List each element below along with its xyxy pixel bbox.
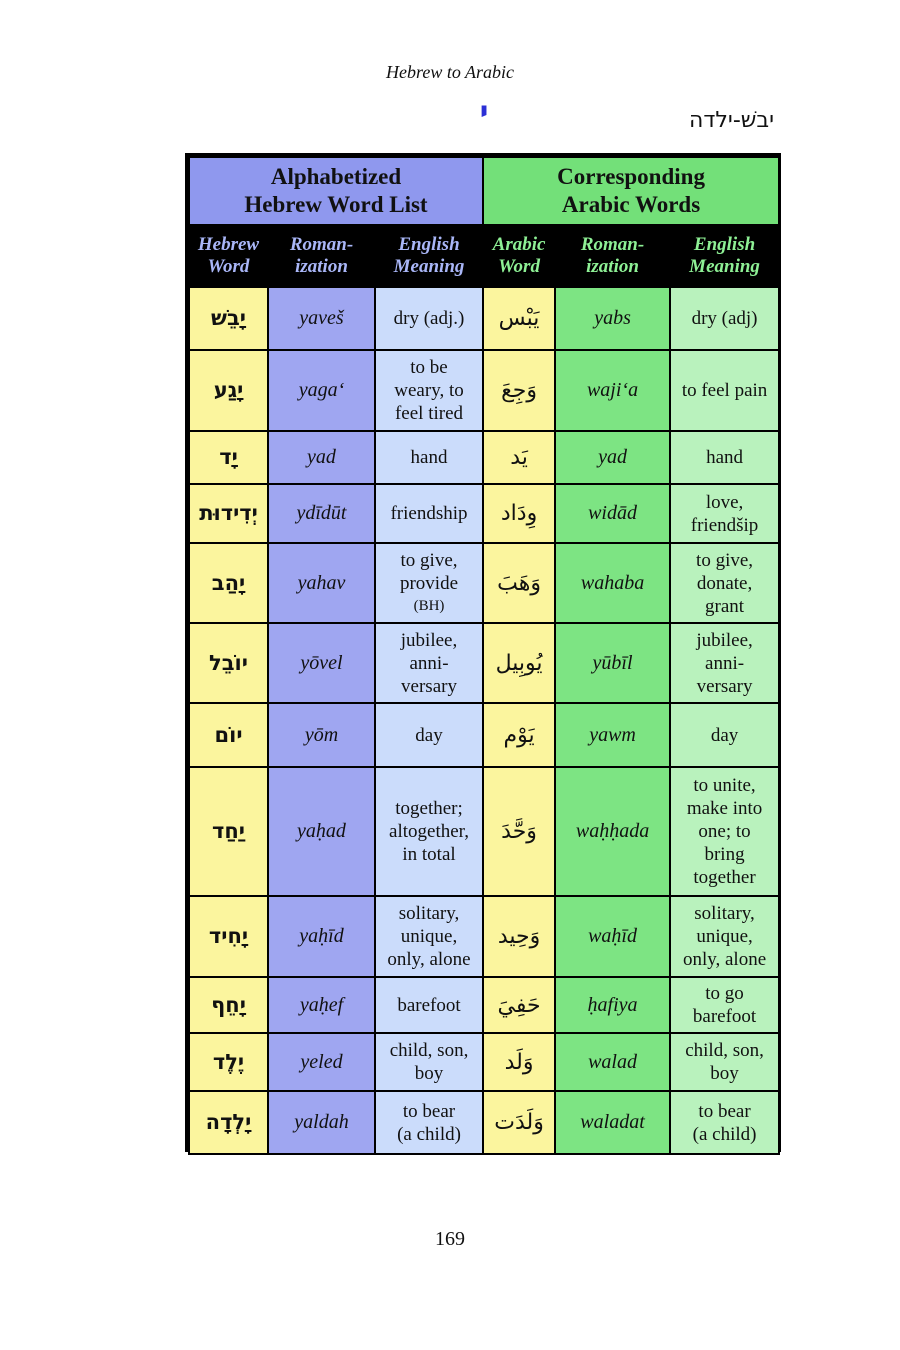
hebrew-english-meaning-cell <box>375 543 483 623</box>
cell-line: together; <box>395 798 463 819</box>
column-header-line: Hebrew <box>197 234 260 255</box>
arabic-english-meaning-cell <box>670 767 779 896</box>
column-header-line: Word <box>498 256 540 277</box>
cell-line: to bear <box>698 1100 751 1122</box>
hebrew-english-meaning-cell <box>375 703 483 767</box>
cell-line: one; to <box>698 821 751 842</box>
arabic-section-line-2: Arabic Words <box>561 192 701 217</box>
cell-line: to bear <box>402 1100 456 1122</box>
table-row <box>189 484 779 543</box>
section-letter: י <box>479 95 489 130</box>
hebrew-english-meaning-cell <box>375 350 483 431</box>
hebrew-romanization-cell: ydīdūt <box>268 484 375 543</box>
arabic-word-cell: وَحَّدَ <box>483 767 555 896</box>
column-header-line: Meaning <box>689 256 760 277</box>
cell-line: friendšip <box>690 514 759 536</box>
cell-line: to give, <box>400 549 458 571</box>
arabic-english-meaning-cell <box>670 1033 779 1091</box>
arabic-english-meaning-cell <box>670 287 779 350</box>
hebrew-romanization-cell: yad <box>268 431 375 484</box>
hebrew-section-line-1: Alphabetized <box>270 164 402 189</box>
hebrew-english-meaning-cell <box>375 623 483 703</box>
table-row <box>189 623 779 703</box>
table-row <box>189 431 779 484</box>
arabic-romanization-cell: yūbīl <box>555 623 670 703</box>
column-header-line: Meaning <box>393 256 465 277</box>
hebrew-english-meaning-cell <box>375 431 483 484</box>
cell-line: to unite, <box>693 775 756 796</box>
table-row <box>189 767 779 896</box>
hebrew-romanization-cell: yahav <box>268 543 375 623</box>
cell-line: bring <box>704 844 745 865</box>
column-header-hebrew-romanization <box>268 225 375 287</box>
arabic-word-cell: وَلَد <box>483 1033 555 1091</box>
hebrew-word-cell: יָד <box>189 431 268 484</box>
column-header-line: ization <box>295 256 348 277</box>
cell-line: feel tired <box>394 403 464 424</box>
hebrew-romanization-cell: yaḥīd <box>268 896 375 977</box>
hebrew-word-cell: יָגַע <box>189 350 268 431</box>
hebrew-romanization-cell: yōvel <box>268 623 375 703</box>
column-header-hebrew-english <box>375 225 483 287</box>
hebrew-romanization-cell: yaga‘ <box>268 350 375 431</box>
hebrew-word-cell: יָחִיד <box>189 896 268 977</box>
cell-line: together <box>693 867 756 888</box>
arabic-section-line-1: Corresponding <box>557 164 705 189</box>
table-row <box>189 703 779 767</box>
column-header-line: English <box>693 234 756 255</box>
hebrew-romanization-cell: yaldah <box>268 1091 375 1154</box>
cell-line: in total <box>402 844 456 865</box>
running-title: Hebrew to Arabic <box>386 62 514 82</box>
cell-line: altogether, <box>389 821 469 842</box>
cell-line: only, alone <box>387 949 471 970</box>
arabic-english-meaning-cell <box>670 350 779 431</box>
cell-line: unique, <box>400 926 458 947</box>
table-row <box>189 1091 779 1154</box>
cell-line: jubilee, <box>696 629 753 651</box>
column-header-line: ization <box>586 256 639 277</box>
column-header-line: Roman- <box>580 234 645 255</box>
hebrew-word-cell: יָלְדָה <box>189 1091 268 1154</box>
hebrew-english-meaning-cell <box>375 484 483 543</box>
arabic-english-meaning-cell <box>670 703 779 767</box>
arabic-romanization-cell: ḥafiya <box>555 977 670 1033</box>
cell-line: friendship <box>390 503 468 524</box>
arabic-romanization-cell: waḥīd <box>555 896 670 977</box>
table-row <box>189 977 779 1033</box>
arabic-romanization-cell: waḥḥada <box>555 767 670 896</box>
cell-line: (a child) <box>397 1123 461 1145</box>
cell-line: solitary, <box>694 903 755 924</box>
arabic-section-header <box>483 157 779 225</box>
hebrew-romanization-cell: yaḥef <box>268 977 375 1033</box>
section-header-row <box>189 157 779 225</box>
comparison-table <box>188 156 780 1155</box>
cell-line: jubilee, <box>400 629 458 651</box>
hebrew-word-cell: יְדִידוּת <box>189 484 268 543</box>
hebrew-word-cell: יָהַב <box>189 543 268 623</box>
hebrew-romanization-cell: yaveš <box>268 287 375 350</box>
cell-line: solitary, <box>398 903 460 924</box>
table-row <box>189 1033 779 1091</box>
hebrew-english-meaning-cell <box>375 767 483 896</box>
arabic-romanization-cell: waladat <box>555 1091 670 1154</box>
hebrew-section-line-2: Hebrew Word List <box>244 192 428 217</box>
cell-line: barefoot <box>692 1006 757 1027</box>
cell-line: to go <box>705 983 744 1004</box>
arabic-word-cell: يَوْم <box>483 703 555 767</box>
cell-line: versary <box>696 675 753 697</box>
hebrew-english-meaning-cell <box>375 1091 483 1154</box>
cell-line: unique, <box>696 926 753 947</box>
cell-line: day <box>710 724 739 746</box>
table-row <box>189 543 779 623</box>
cell-line: grant <box>705 595 745 617</box>
cell-line: barefoot <box>397 994 461 1016</box>
arabic-english-meaning-cell <box>670 896 779 977</box>
arabic-word-cell: يَد <box>483 431 555 484</box>
hebrew-romanization-cell: yōm <box>268 703 375 767</box>
arabic-romanization-cell: walad <box>555 1033 670 1091</box>
arabic-word-cell: يُوبِيل <box>483 623 555 703</box>
arabic-romanization-cell: yabs <box>555 287 670 350</box>
arabic-english-meaning-cell <box>670 1091 779 1154</box>
cell-line: child, son, <box>685 1040 764 1061</box>
arabic-english-meaning-cell <box>670 543 779 623</box>
hebrew-english-meaning-cell <box>375 977 483 1033</box>
cell-line: dry (adj) <box>691 308 758 329</box>
hebrew-word-cell: יֶלֶד <box>189 1033 268 1091</box>
column-header-line: English <box>398 234 460 255</box>
arabic-english-meaning-cell <box>670 484 779 543</box>
column-header-arabic-word <box>483 225 555 287</box>
arabic-word-cell: حَفِيَ <box>483 977 555 1033</box>
arabic-word-cell: وَهَبَ <box>483 543 555 623</box>
table-row <box>189 287 779 350</box>
page-range-header: יבשׁ-ילדה <box>689 108 774 133</box>
page-number: 169 <box>435 1228 465 1250</box>
cell-line: dry (adj.) <box>393 308 465 329</box>
column-header-line: Word <box>207 256 250 277</box>
table-row <box>189 896 779 977</box>
cell-line: donate, <box>696 572 753 594</box>
cell-line: day <box>415 724 443 746</box>
cell-line: to be <box>410 357 448 378</box>
arabic-romanization-cell: wahaba <box>555 543 670 623</box>
hebrew-romanization-cell: yaḥad <box>268 767 375 896</box>
cell-line: hand <box>706 447 744 468</box>
cell-line: versary <box>401 675 457 697</box>
cell-note: (BH) <box>413 597 445 614</box>
arabic-word-cell: وِدَاد <box>483 484 555 543</box>
hebrew-word-cell: יוֹם <box>189 703 268 767</box>
cell-line: make into <box>686 798 763 819</box>
table-row <box>189 350 779 431</box>
hebrew-section-header <box>189 157 483 225</box>
arabic-english-meaning-cell <box>670 623 779 703</box>
column-header-hebrew-word <box>189 225 268 287</box>
cell-line: boy <box>710 1063 739 1084</box>
cell-line: hand <box>410 447 448 468</box>
column-header-line: Roman- <box>289 234 354 255</box>
hebrew-romanization-cell: yeled <box>268 1033 375 1091</box>
cell-line: child, son, <box>389 1040 469 1061</box>
cell-line: only, alone <box>682 949 767 970</box>
cell-line: to feel pain <box>681 380 768 401</box>
hebrew-english-meaning-cell <box>375 896 483 977</box>
cell-line: (a child) <box>692 1123 757 1145</box>
column-header-arabic-english <box>670 225 779 287</box>
hebrew-word-cell: יוֹבֵל <box>189 623 268 703</box>
arabic-word-cell: يَبْس <box>483 287 555 350</box>
hebrew-word-cell: יַחַד <box>189 767 268 896</box>
arabic-word-cell: وَحِيد <box>483 896 555 977</box>
arabic-romanization-cell: yawm <box>555 703 670 767</box>
cell-line: provide <box>399 572 459 594</box>
cell-line: anni- <box>705 652 745 674</box>
arabic-romanization-cell: waji‘a <box>555 350 670 431</box>
arabic-romanization-cell: yad <box>555 431 670 484</box>
cell-line: love, <box>705 491 744 513</box>
column-header-arabic-romanization <box>555 225 670 287</box>
arabic-english-meaning-cell <box>670 431 779 484</box>
hebrew-word-cell: יָבֵשׁ <box>189 287 268 350</box>
arabic-romanization-cell: widād <box>555 484 670 543</box>
hebrew-english-meaning-cell <box>375 1033 483 1091</box>
cell-line: boy <box>414 1063 444 1084</box>
cell-line: to give, <box>696 549 754 571</box>
cell-line: weary, to <box>394 380 464 401</box>
hebrew-word-cell: יָחֵף <box>189 977 268 1033</box>
column-header-row <box>189 225 779 287</box>
arabic-word-cell: وَجِعَ <box>483 350 555 431</box>
hebrew-english-meaning-cell <box>375 287 483 350</box>
column-header-line: Arabic <box>492 234 546 255</box>
arabic-word-cell: وَلَدَت <box>483 1091 555 1154</box>
comparison-table-frame <box>185 153 781 1152</box>
cell-line: anni- <box>409 652 449 674</box>
arabic-english-meaning-cell <box>670 977 779 1033</box>
